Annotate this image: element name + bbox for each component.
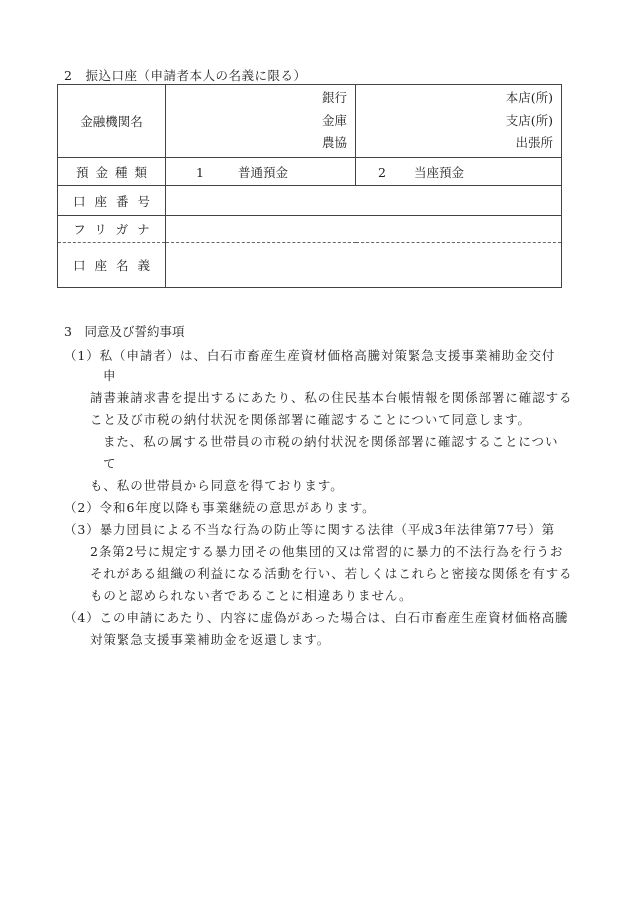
inst-type-bank: 銀行 <box>321 90 347 106</box>
section-2-title: 2 振込口座（申請者本人の名義に限る） <box>64 68 307 83</box>
pledge-line: 2条第2号に規定する暴力団その他集団的又は常習的に暴力的不法行為を行うお <box>90 544 564 559</box>
pledge-line: （4）この申請にあたり、内容に虚偽があった場合は、白石市畜産生産資材価格高騰 <box>64 610 569 625</box>
branch-name-cell[interactable] <box>356 85 562 158</box>
deposit-option-label: 当座預金 <box>414 164 465 180</box>
pledge-line: （2）令和6年度以降も事業継続の意思があります。 <box>64 500 376 515</box>
inst-type-shinkin: 金庫 <box>321 112 347 128</box>
bank-account-table <box>57 84 562 288</box>
pledge-line: ものと認められない者であることに相違ありません。 <box>90 588 413 603</box>
pledge-line: （3）暴力団員による不当な行為の防止等に関する法律（平成3年法律第77号）第 <box>64 522 556 537</box>
pledge-line: て <box>103 456 117 471</box>
account-name-label: 口座名義 <box>72 258 159 273</box>
branch-type-branch: 支店(所) <box>505 112 553 128</box>
deposit-option-ordinary[interactable] <box>166 158 356 186</box>
deposit-type-label: 預金種類 <box>75 164 154 180</box>
account-number-label: 口座番号 <box>72 193 159 209</box>
pledge-line: 対策緊急支援事業補助金を返還します。 <box>90 632 331 647</box>
institution-name-cell[interactable] <box>166 85 356 158</box>
pledge-line: また、私の属する世帯員の市税の納付状況を関係部署に確認することについ <box>103 434 559 449</box>
section-3-title: 3 同意及び誓約事項 <box>64 324 185 339</box>
furigana-field[interactable] <box>166 216 562 243</box>
pledge-line: こと及び市税の納付状況を関係部署に確認することについて同意します。 <box>90 412 531 427</box>
pledge-line: も、私の世帯員から同意を得ております。 <box>90 478 344 493</box>
pledge-line: 請書兼請求書を提出するにあたり、私の住民基本台帳情報を関係部署に確認する <box>90 390 573 405</box>
pledge-line: 申 <box>103 368 117 383</box>
account-name-field[interactable] <box>166 243 562 288</box>
inst-type-nokyo: 農協 <box>321 135 347 151</box>
account-number-field[interactable] <box>166 186 562 216</box>
furigana-label: フリガナ <box>73 222 159 237</box>
pledge-line: それがある組織の利益になる活動を行い、若しくはこれらと密接な関係を有する <box>90 566 573 581</box>
branch-type-sub: 出張所 <box>515 135 553 151</box>
deposit-option-label: 普通預金 <box>238 164 289 180</box>
pledge-line: （1）私（申請者）は、白石市畜産生産資材価格高騰対策緊急支援事業補助金交付 <box>64 348 556 363</box>
institution-label: 金融機関名 <box>58 85 166 158</box>
deposit-option-current[interactable] <box>356 158 562 186</box>
branch-type-head: 本店(所) <box>505 90 553 106</box>
deposit-option-num: 1 <box>196 164 204 180</box>
deposit-option-num: 2 <box>378 164 386 180</box>
